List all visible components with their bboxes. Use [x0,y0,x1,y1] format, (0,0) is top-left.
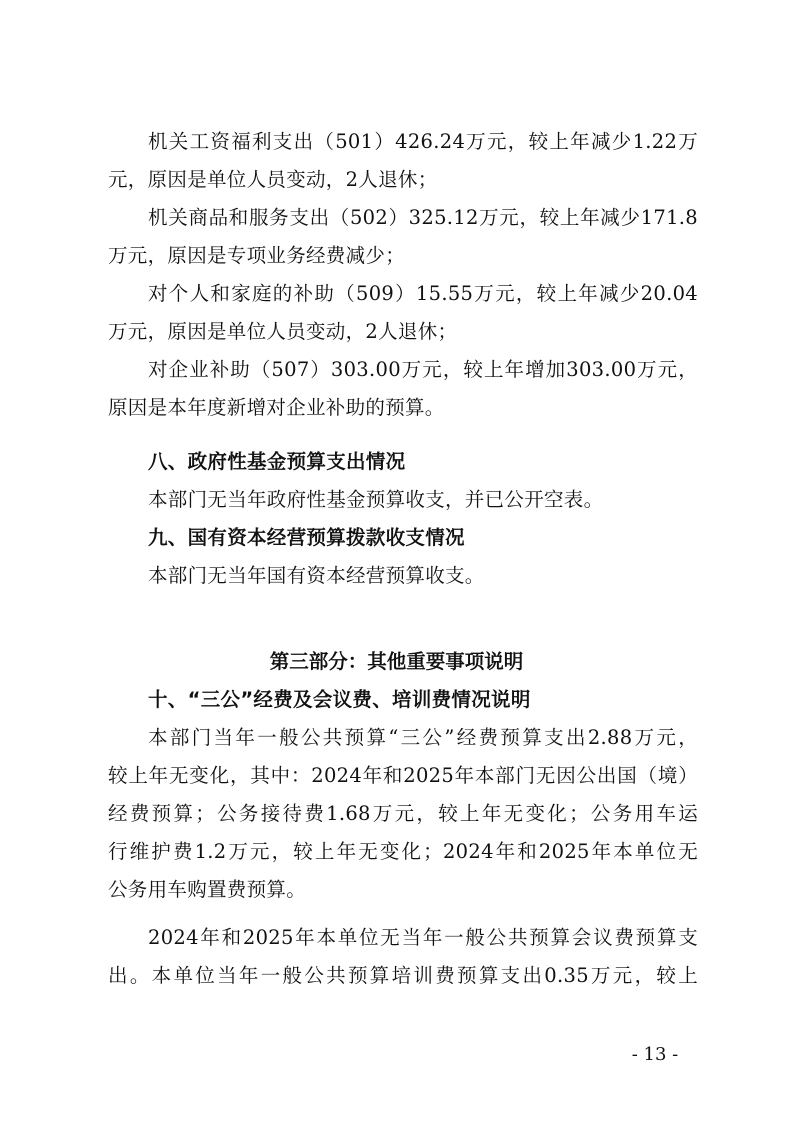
paragraph-household-subsidy-line1: 对个人和家庭的补助（509）15.55万元，较上年减少20.04 [148,282,698,305]
paragraph-three-public-line4: 行维护费1.2万元，较上年无变化；2024年和2025年本单位无 [108,840,698,863]
section-nine-heading: 九、国有资本经营预算拨款收支情况 [148,526,465,549]
paragraph-three-public-line5: 公务用车购置费预算。 [108,878,307,901]
paragraph-meeting-training-line1: 2024年和2025年本单位无当年一般公共预算会议费预算支 [148,926,698,949]
paragraph-household-subsidy-line2: 万元，原因是单位人员变动，2人退休； [108,320,458,343]
section-nine-text: 本部门无当年国有资本经营预算收支。 [148,564,485,587]
section-eight-heading: 八、政府性基金预算支出情况 [148,450,406,473]
section-eight-text: 本部门无当年政府性基金预算收支，并已公开空表。 [148,488,604,511]
paragraph-wage-expense-line2: 元，原因是单位人员变动，2人退休； [108,168,438,191]
section-ten-heading: 十、“三公”经费及会议费、培训费情况说明 [148,688,531,711]
paragraph-goods-services-line1: 机关商品和服务支出（502）325.12万元，较上年减少171.8 [148,206,698,229]
paragraph-goods-services-line2: 万元，原因是专项业务经费减少； [108,244,406,267]
paragraph-three-public-line3: 经费预算；公务接待费1.68万元，较上年无变化；公务用车运 [108,802,698,825]
paragraph-meeting-training-line2: 出。本单位当年一般公共预算培训费预算支出0.35万元，较上 [108,964,698,987]
part-three-title: 第三部分：其他重要事项说明 [269,650,524,673]
paragraph-three-public-line2: 较上年无变化，其中：2024年和2025年本部门无因公出国（境） [108,764,698,787]
paragraph-enterprise-subsidy-line2: 原因是本年度新增对企业补助的预算。 [108,396,445,419]
page-number: - 13 - [631,1044,679,1065]
paragraph-enterprise-subsidy-line1: 对企业补助（507）303.00万元，较上年增加303.00万元， [148,358,698,381]
paragraph-three-public-line1: 本部门当年一般公共预算“三公”经费预算支出2.88万元， [148,726,698,749]
paragraph-wage-expense-line1: 机关工资福利支出（501）426.24万元，较上年减少1.22万 [148,130,698,153]
